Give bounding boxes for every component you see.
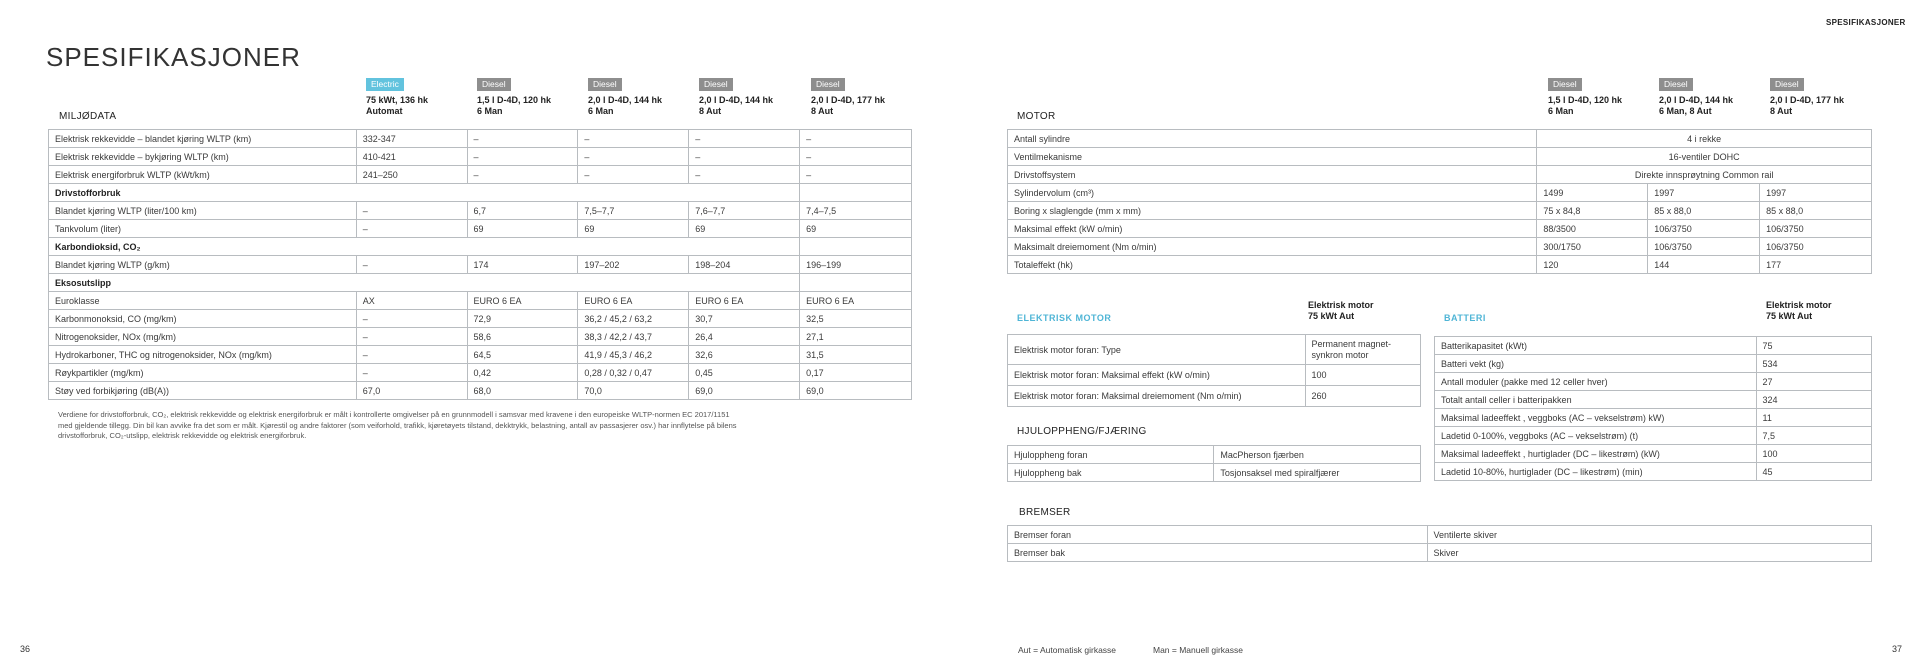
- page-number-left: 36: [20, 644, 31, 654]
- table-row: [1008, 386, 1421, 407]
- elmotor-column-header: [1308, 300, 1374, 322]
- cell-value: 68,0: [467, 382, 578, 400]
- row-label: Elektrisk energiforbruk WLTP (kWt/km): [49, 166, 357, 184]
- table-row: [1435, 427, 1872, 445]
- table-row: [1008, 130, 1872, 148]
- column-gearbox: Automat: [366, 106, 403, 116]
- cell-value: 69: [578, 220, 689, 238]
- row-value: 75: [1756, 337, 1872, 355]
- motor-label: MOTOR: [1017, 111, 1056, 122]
- table-row: [1008, 184, 1872, 202]
- fuel-type-badge: Diesel: [699, 78, 733, 91]
- cell-value: –: [356, 256, 467, 274]
- cell-value: 1997: [1760, 184, 1872, 202]
- section-row: [49, 184, 912, 202]
- cell-value: 196–199: [800, 256, 912, 274]
- elmotor-col-line1: Elektrisk motor: [1308, 300, 1374, 310]
- cell-value: –: [356, 328, 467, 346]
- row-label: Totaleffekt (hk): [1008, 256, 1537, 274]
- row-value: 324: [1756, 391, 1872, 409]
- cell-value: 332-347: [356, 130, 467, 148]
- cell-value: 31,5: [800, 346, 912, 364]
- cell-value: –: [800, 166, 912, 184]
- row-value: 100: [1756, 445, 1872, 463]
- merged-value: 16-ventiler DOHC: [1537, 148, 1872, 166]
- cell-value: 72,9: [467, 310, 578, 328]
- table-row: [1435, 373, 1872, 391]
- cell-value: –: [689, 130, 800, 148]
- row-label: Elektrisk motor foran: Type: [1008, 335, 1306, 365]
- note-line: drivstofforbruk, CO₂-utslipp, elektrisk rekkevidde og elektrisk energiforbruk.: [58, 431, 307, 440]
- table-row: [1008, 335, 1421, 365]
- cell-value: 58,6: [467, 328, 578, 346]
- section-title: Karbondioksid, CO₂: [49, 238, 800, 256]
- cell-value: 241–250: [356, 166, 467, 184]
- cell-value: –: [689, 166, 800, 184]
- cell-value: 410-421: [356, 148, 467, 166]
- cell-value: 69,0: [800, 382, 912, 400]
- cell-value: 120: [1537, 256, 1648, 274]
- column-gearbox: 6 Man: [588, 106, 614, 116]
- table-row: [49, 292, 912, 310]
- cell-value: 26,4: [689, 328, 800, 346]
- row-label: Blandet kjøring WLTP (liter/100 km): [49, 202, 357, 220]
- cell-value: 85 x 88,0: [1760, 202, 1872, 220]
- table-row: [49, 148, 912, 166]
- fuel-type-badge: Diesel: [477, 78, 511, 91]
- cell-value: 69: [467, 220, 578, 238]
- miljodata-table: [48, 129, 912, 400]
- legend-man: Man = Manuell girkasse: [1153, 645, 1244, 655]
- cell-value: 106/3750: [1648, 238, 1760, 256]
- row-label: Maksimalt dreiemoment (Nm o/min): [1008, 238, 1537, 256]
- page-number-right: 37: [1892, 644, 1903, 654]
- cell-value: 7,6–7,7: [689, 202, 800, 220]
- row-value: 27: [1756, 373, 1872, 391]
- section-tag: SPESIFIKASJONER: [1826, 18, 1906, 27]
- cell-value: 69,0: [689, 382, 800, 400]
- row-label: Totalt antall celler i batteripakken: [1435, 391, 1757, 409]
- row-label: Bremser foran: [1008, 526, 1428, 544]
- table-row: [49, 382, 912, 400]
- row-label: Elektrisk motor foran: Maksimal effekt (kW o/min): [1008, 365, 1306, 386]
- row-value: Skiver: [1427, 544, 1872, 562]
- row-value: 100: [1305, 365, 1421, 386]
- column-header: [477, 78, 551, 117]
- cell-value: 88/3500: [1537, 220, 1648, 238]
- cell-value: 7,4–7,5: [800, 202, 912, 220]
- cell-value: –: [356, 346, 467, 364]
- column-engine: 1,5 l D-4D, 120 hk: [477, 95, 552, 105]
- row-label: Karbonmonoksid, CO (mg/km): [49, 310, 357, 328]
- column-engine: 2,0 l D-4D, 177 hk: [811, 95, 886, 105]
- suspension-table: [1007, 445, 1421, 482]
- row-value: 534: [1756, 355, 1872, 373]
- cell-value: EURO 6 EA: [578, 292, 689, 310]
- cell-value: –: [356, 202, 467, 220]
- row-label: Drivstoffsystem: [1008, 166, 1537, 184]
- cell-value: 38,3 / 42,2 / 43,7: [578, 328, 689, 346]
- battery-table: [1434, 336, 1872, 481]
- table-row: [49, 166, 912, 184]
- cell-value: 1997: [1648, 184, 1760, 202]
- row-value: Ventilerte skiver: [1427, 526, 1872, 544]
- column-header: [1548, 78, 1622, 117]
- brakes-table: [1007, 525, 1872, 562]
- table-row: [1008, 220, 1872, 238]
- fuel-type-badge: Diesel: [1659, 78, 1693, 91]
- fuel-type-badge: Diesel: [588, 78, 622, 91]
- column-header: [1659, 78, 1733, 117]
- section-row: [49, 274, 912, 292]
- cell-value: 0,17: [800, 364, 912, 382]
- row-label: Hjuloppheng bak: [1008, 464, 1214, 482]
- elmotor-col-line2: 75 kWt Aut: [1308, 311, 1355, 321]
- fuel-type-badge: Electric: [366, 78, 404, 91]
- cell-value: –: [467, 130, 578, 148]
- row-label: Maksimal ladeeffekt , veggboks (AC – vekselstrøm) kW): [1435, 409, 1757, 427]
- cell-value: –: [578, 166, 689, 184]
- note-line: Verdiene for drivstofforbruk, CO₂, elektrisk rekkevidde og elektrisk energiforbruk er målt i kontrollerte omgivelser på en grunnmodell i samsvar med kravene i den europeiske WLTP-normen EC 2017/1151: [58, 410, 730, 419]
- row-value: MacPherson fjærben: [1214, 446, 1421, 464]
- miljodata-label: MILJØDATA: [59, 111, 117, 122]
- table-row: [1435, 463, 1872, 481]
- column-gearbox: 8 Aut: [699, 106, 722, 116]
- cell-value: 106/3750: [1760, 238, 1872, 256]
- row-label: Støy ved forbikjøring (dB(A)): [49, 382, 357, 400]
- column-gearbox: 6 Man, 8 Aut: [1659, 106, 1712, 116]
- row-label: Maksimal effekt (kW o/min): [1008, 220, 1537, 238]
- cell-value: 7,5–7,7: [578, 202, 689, 220]
- table-row: [1008, 256, 1872, 274]
- cell-value: EURO 6 EA: [467, 292, 578, 310]
- row-label: Nitrogenoksider, NOx (mg/km): [49, 328, 357, 346]
- table-row: [1008, 148, 1872, 166]
- column-engine: 2,0 l D-4D, 144 hk: [699, 95, 774, 105]
- cell-value: 75 x 84,8: [1537, 202, 1648, 220]
- column-header: [588, 78, 662, 117]
- suspension-label: HJULOPPHENG/FJÆRING: [1017, 426, 1147, 437]
- cell-value: 6,7: [467, 202, 578, 220]
- cell-value: 197–202: [578, 256, 689, 274]
- row-label: Batterikapasitet (kWt): [1435, 337, 1757, 355]
- column-engine: 1,5 l D-4D, 120 hk: [1548, 95, 1623, 105]
- cell-value: 106/3750: [1648, 220, 1760, 238]
- cell-value: 106/3750: [1760, 220, 1872, 238]
- cell-value: –: [800, 130, 912, 148]
- row-label: Blandet kjøring WLTP (g/km): [49, 256, 357, 274]
- battery-label: BATTERI: [1444, 313, 1486, 323]
- column-header: [1770, 78, 1844, 117]
- cell-value: 27,1: [800, 328, 912, 346]
- cell-value: –: [356, 364, 467, 382]
- row-value: Permanent magnet-synkron motor: [1305, 335, 1421, 365]
- row-label: Euroklasse: [49, 292, 357, 310]
- table-row: [49, 364, 912, 382]
- cell-value: 32,5: [800, 310, 912, 328]
- table-row: [49, 202, 912, 220]
- cell-value: 174: [467, 256, 578, 274]
- column-engine: 75 kWt, 136 hk: [366, 95, 429, 105]
- column-engine: 2,0 l D-4D, 177 hk: [1770, 95, 1845, 105]
- cell-value: 198–204: [689, 256, 800, 274]
- cell-value: 300/1750: [1537, 238, 1648, 256]
- row-label: Tankvolum (liter): [49, 220, 357, 238]
- row-value: 11: [1756, 409, 1872, 427]
- row-label: Sylindervolum (cm³): [1008, 184, 1537, 202]
- table-row: [1008, 202, 1872, 220]
- cell-value: –: [689, 148, 800, 166]
- row-label: Ventilmekanisme: [1008, 148, 1537, 166]
- cell-value: 67,0: [356, 382, 467, 400]
- row-label: Ladetid 10-80%, hurtiglader (DC – likestrøm) (min): [1435, 463, 1757, 481]
- row-label: Boring x slaglengde (mm x mm): [1008, 202, 1537, 220]
- empty-cell: [800, 238, 912, 256]
- table-row: [1008, 238, 1872, 256]
- row-value: 45: [1756, 463, 1872, 481]
- column-engine: 2,0 l D-4D, 144 hk: [1659, 95, 1734, 105]
- column-gearbox: 6 Man: [1548, 106, 1574, 116]
- table-row: [49, 346, 912, 364]
- cell-value: –: [578, 130, 689, 148]
- cell-value: –: [467, 148, 578, 166]
- column-header: [811, 78, 885, 117]
- table-row: [1435, 409, 1872, 427]
- note-line: med gjeldende tillegg. Din bil kan avvike fra det som er målt. Kjørestil og andre faktorer (som veiforhold, trafikk, kjøretøyets tilstand, dekktrykk, belastning, antall av passasjerer osv.) har innflytelse på bilens: [58, 420, 737, 430]
- cell-value: 0,45: [689, 364, 800, 382]
- row-label: Antall sylindre: [1008, 130, 1537, 148]
- row-label: Elektrisk rekkevidde – bykjøring WLTP (km): [49, 148, 357, 166]
- row-label: Elektrisk rekkevidde – blandet kjøring WLTP (km): [49, 130, 357, 148]
- fuel-type-badge: Diesel: [1770, 78, 1804, 91]
- cell-value: 1499: [1537, 184, 1648, 202]
- elmotor-label: ELEKTRISK MOTOR: [1017, 313, 1112, 323]
- table-row: [1008, 446, 1421, 464]
- cell-value: 69: [800, 220, 912, 238]
- page-title: SPESIFIKASJONER: [46, 42, 301, 72]
- row-value: 7,5: [1756, 427, 1872, 445]
- legend-aut: Aut = Automatisk girkasse: [1018, 645, 1117, 655]
- cell-value: –: [356, 220, 467, 238]
- cell-value: 69: [689, 220, 800, 238]
- row-label: Hydrokarboner, THC og nitrogenoksider, NOx (mg/km): [49, 346, 357, 364]
- table-row: [1435, 445, 1872, 463]
- cell-value: 0,42: [467, 364, 578, 382]
- table-row: [49, 310, 912, 328]
- fuel-type-badge: Diesel: [811, 78, 845, 91]
- table-row: [49, 130, 912, 148]
- cell-value: EURO 6 EA: [800, 292, 912, 310]
- section-title: Drivstofforbruk: [49, 184, 800, 202]
- table-row: [1435, 391, 1872, 409]
- table-row: [1008, 526, 1872, 544]
- cell-value: –: [356, 310, 467, 328]
- row-label: Maksimal ladeeffekt , hurtiglader (DC – likestrøm) (kW): [1435, 445, 1757, 463]
- table-row: [1008, 365, 1421, 386]
- fuel-type-badge: Diesel: [1548, 78, 1582, 91]
- cell-value: 144: [1648, 256, 1760, 274]
- cell-value: AX: [356, 292, 467, 310]
- motor-table: [1007, 129, 1872, 274]
- row-value: Tosjonsaksel med spiralfjærer: [1214, 464, 1421, 482]
- elmotor-table: [1007, 334, 1421, 407]
- table-row: [1008, 544, 1872, 562]
- row-label: Ladetid 0-100%, veggboks (AC – vekselstrøm) (t): [1435, 427, 1757, 445]
- miljodata-notes: [58, 410, 918, 442]
- section-title: Eksosutslipp: [49, 274, 800, 292]
- cell-value: 64,5: [467, 346, 578, 364]
- table-row: [1008, 464, 1421, 482]
- table-row: [49, 220, 912, 238]
- merged-value: Direkte innsprøytning Common rail: [1537, 166, 1872, 184]
- table-row: [1008, 166, 1872, 184]
- cell-value: –: [578, 148, 689, 166]
- cell-value: –: [800, 148, 912, 166]
- column-header: [366, 78, 428, 117]
- table-row: [1435, 355, 1872, 373]
- cell-value: 30,7: [689, 310, 800, 328]
- cell-value: 177: [1760, 256, 1872, 274]
- merged-value: 4 i rekke: [1537, 130, 1872, 148]
- table-row: [49, 256, 912, 274]
- cell-value: 70,0: [578, 382, 689, 400]
- cell-value: 85 x 88,0: [1648, 202, 1760, 220]
- row-value: 260: [1305, 386, 1421, 407]
- row-label: Bremser bak: [1008, 544, 1428, 562]
- column-engine: 2,0 l D-4D, 144 hk: [588, 95, 663, 105]
- cell-value: EURO 6 EA: [689, 292, 800, 310]
- row-label: Hjuloppheng foran: [1008, 446, 1214, 464]
- battery-column-header: [1766, 300, 1832, 322]
- table-row: [1435, 337, 1872, 355]
- empty-cell: [800, 274, 912, 292]
- table-row: [49, 328, 912, 346]
- brakes-label: BREMSER: [1019, 507, 1071, 518]
- battery-col-line2: 75 kWt Aut: [1766, 311, 1813, 321]
- cell-value: 0,28 / 0,32 / 0,47: [578, 364, 689, 382]
- row-label: Batteri vekt (kg): [1435, 355, 1757, 373]
- cell-value: –: [467, 166, 578, 184]
- row-label: Elektrisk motor foran: Maksimal dreiemoment (Nm o/min): [1008, 386, 1306, 407]
- column-header: [699, 78, 773, 117]
- cell-value: 36,2 / 45,2 / 63,2: [578, 310, 689, 328]
- empty-cell: [800, 184, 912, 202]
- row-label: Røykpartikler (mg/km): [49, 364, 357, 382]
- cell-value: 32,6: [689, 346, 800, 364]
- battery-col-line1: Elektrisk motor: [1766, 300, 1832, 310]
- column-gearbox: 6 Man: [477, 106, 503, 116]
- column-gearbox: 8 Aut: [1770, 106, 1793, 116]
- column-gearbox: 8 Aut: [811, 106, 834, 116]
- section-row: [49, 238, 912, 256]
- row-label: Antall moduler (pakke med 12 celler hver): [1435, 373, 1757, 391]
- cell-value: 41,9 / 45,3 / 46,2: [578, 346, 689, 364]
